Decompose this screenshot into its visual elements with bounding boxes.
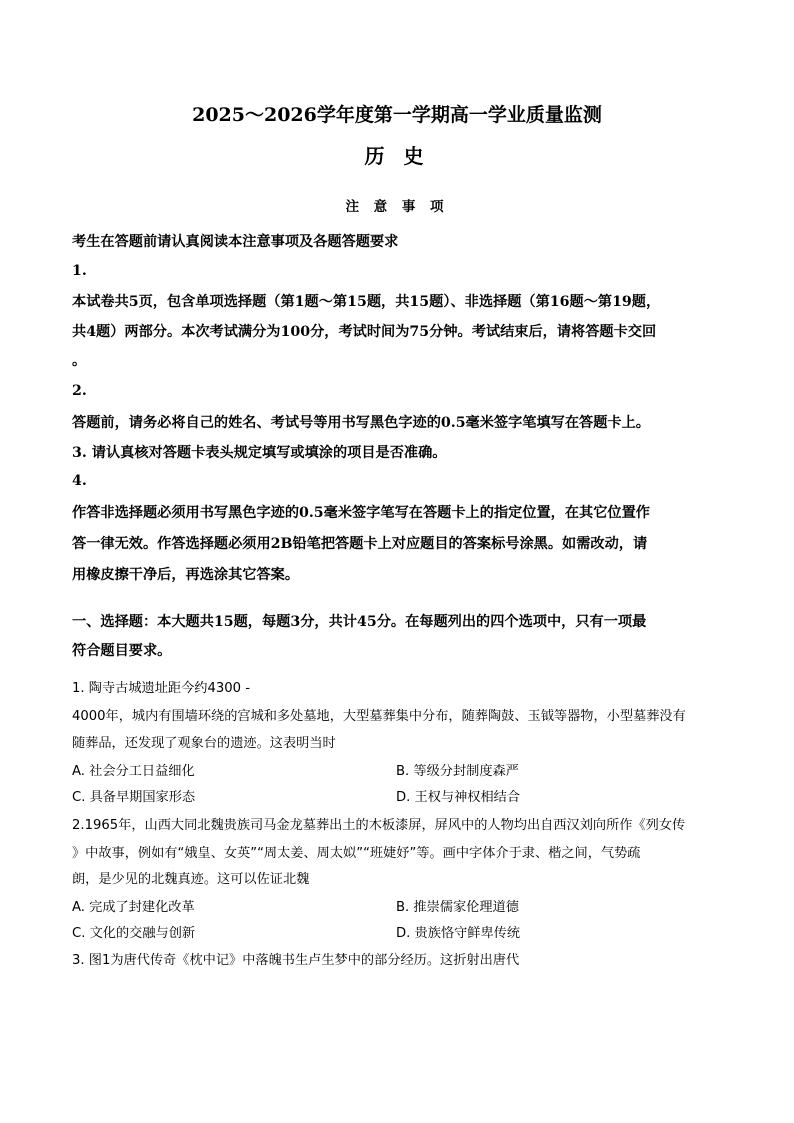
notice-line: 答一律无效。作答选择题必须用2B铅笔把答题卡上对应题目的答案标号涂黑。如需改动，请	[72, 536, 648, 552]
section-heading: 一、选择题：本大题共15题，每题3分，共计45分。在每题列出的四个选项中，只有一项最	[72, 614, 647, 630]
exam-title: 2025～2026学年度第一学期高一学业质量监测	[192, 104, 602, 126]
question-1-option-a: A. 社会分工日益细化	[72, 764, 195, 779]
question-1-option-b: B. 等级分封制度森严	[396, 764, 519, 779]
subject-title: 历 史	[364, 144, 430, 168]
question-2-stem: 朗，是少见的北魏真迹。这可以佐证北魏	[72, 872, 310, 887]
notice-line: 答题前，请务必将自己的姓名、考试号等用书写黑色字迹的0.5毫米签字笔填写在答题卡上。	[72, 415, 650, 431]
question-2-option-d: D. 贵族恪守鲜卑传统	[396, 926, 521, 941]
notice-line: 作答非选择题必须用书写黑色字迹的0.5毫米签字笔写在答题卡上的指定位置，在其它位置作	[72, 505, 650, 521]
question-1-option-c: C. 具备早期国家形态	[72, 790, 196, 805]
question-2-stem: 》中故事，例如有“娥皇、女英”“周太姜、周太姒”“班婕妤”等。画中字体介于隶、楷之间，气势疏	[72, 846, 641, 861]
notice-line: 。	[72, 353, 87, 369]
question-2-option-a: A. 完成了封建化改革	[72, 900, 195, 915]
notice-line: 2.	[72, 383, 87, 399]
question-2-stem: 2.1965年，山西大同北魏贵族司马金龙墓葬出土的木板漆屏，屏风中的人物均出自西汉刘向所作《列女传	[72, 818, 686, 833]
question-3-stem: 3. 图1为唐代传奇《枕中记》中落魄书生卢生梦中的部分经历。这折射出唐代	[72, 953, 520, 968]
section-heading: 符合题目要求。	[72, 643, 172, 659]
question-2-option-b: B. 推崇儒家伦理道德	[396, 900, 519, 915]
question-1-stem: 随葬品，还发现了观象台的遗迹。这表明当时	[72, 736, 336, 751]
question-1-stem: 1. 陶寺古城遗址距今约4300 -	[72, 681, 250, 696]
notice-line: 共4题）两部分。本次考试满分为100分，考试时间为75分钟。考试结束后，请将答题卡交回	[72, 324, 657, 340]
notice-line: 本试卷共5页，包含单项选择题（第1题～第15题，共15题）、非选择题（第16题～第19题，	[72, 294, 661, 310]
notice-line: 用橡皮擦干净后，再选涂其它答案。	[72, 567, 300, 583]
question-2-option-c: C. 文化的交融与创新	[72, 926, 196, 941]
notice-line: 4.	[72, 473, 87, 489]
question-1-stem: 4000年，城内有围墙环绕的宫城和多处墓地，大型墓葬集中分布，随葬陶鼓、玉钺等器物，小型墓葬没有	[72, 709, 686, 724]
notice-line: 3. 请认真核对答题卡表头规定填写或填涂的项目是否准确。	[72, 445, 447, 461]
notice-heading: 注 意 事 项	[345, 199, 449, 215]
question-1-option-d: D. 王权与神权相结合	[396, 790, 521, 805]
notice-intro: 考生在答题前请认真阅读本注意事项及各题答题要求	[72, 234, 399, 250]
notice-line: 1.	[72, 263, 87, 279]
